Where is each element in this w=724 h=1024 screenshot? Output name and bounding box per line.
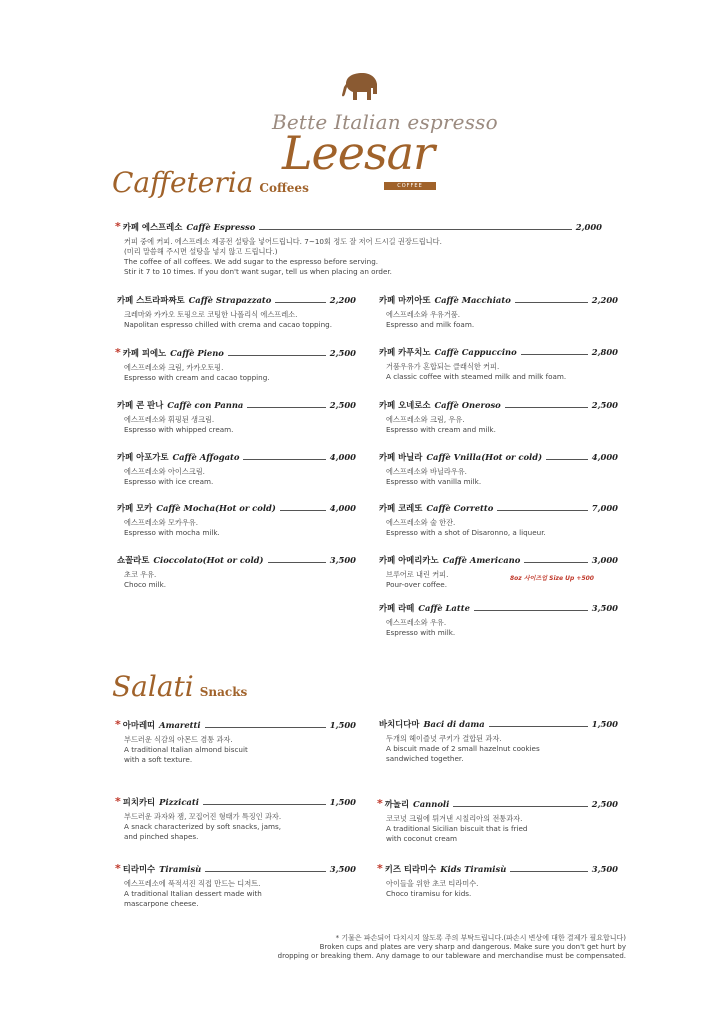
leader-line [247, 406, 325, 408]
item-price: 4,000 [329, 452, 356, 462]
star-mark: * [115, 795, 121, 808]
item-description: 에스프레소와 우유거품. Espresso and milk foam. [386, 310, 475, 329]
item-italian-name: Caffè Americano [442, 555, 521, 565]
item-italian-name: Caffè Macchiato [434, 295, 511, 305]
leader-line [505, 406, 588, 408]
menu-item-con-panna [117, 399, 356, 435]
size-up-note: 8oz 사이즈업 Size Up +500 [510, 575, 594, 582]
item-description: 코코넛 크림에 튀겨낸 시칠리아의 전통과자. A traditional Sicilian biscuit that is fried with coconut cream [386, 814, 528, 843]
leader-line [510, 870, 587, 872]
item-price: 3,000 [591, 555, 618, 565]
item-italian-name: Caffè Affogato [172, 452, 240, 462]
star-mark: * [115, 862, 121, 875]
item-price: 2,500 [591, 799, 618, 809]
leader-line [259, 228, 571, 230]
menu-item-oneroso [379, 399, 618, 435]
item-description: 에스프레소와 휘핑된 생크림. Espresso with whipped cream. [124, 415, 234, 434]
menu-item-affogato [117, 451, 356, 487]
item-italian-name: Baci di dama [423, 719, 485, 729]
item-description: 두개의 헤이즐넛 쿠키가 결합된 과자. A biscuit made of 2 small hazelnut cookies sandwiched together. [386, 734, 540, 763]
item-price: 4,000 [329, 503, 356, 513]
star-mark: * [115, 718, 121, 731]
item-price: 7,000 [591, 503, 618, 513]
item-description: 에스프레소와 아이스크림. Espresso with ice cream. [124, 467, 214, 486]
brand-sub: COFFEE [384, 182, 436, 190]
item-price: 3,500 [329, 864, 356, 874]
item-name: 피치카티 [122, 797, 156, 807]
item-italian-name: Caffè Cappuccino [434, 347, 517, 357]
item-name: 카페 마끼아또 [379, 295, 431, 305]
star-mark: * [115, 346, 121, 359]
item-name: 카페 피에노 [122, 348, 167, 358]
item-description: 에스프레소와 술 한잔. Espresso with a shot of Disaronno, a liqueur. [386, 518, 546, 537]
item-description: 에스프레소에 푹적셔진 직접 만드는 디저트. A traditional Italian dessert made with mascarpone cheese. [124, 879, 262, 908]
item-description: 에스프레소와 우유. Espresso with milk. [386, 618, 456, 637]
item-price: 2,800 [591, 347, 618, 357]
item-price: 2,500 [329, 348, 356, 358]
menu-item-pizzicati [115, 795, 356, 842]
item-name: 카페 오네로소 [379, 400, 431, 410]
item-price: 4,000 [591, 452, 618, 462]
item-name: 쇼꼴라토 [117, 555, 150, 565]
leader-line [205, 870, 326, 872]
item-price: 2,200 [591, 295, 618, 305]
item-description: 아이들을 위한 초코 티라미수. Choco tiramisu for kids. [386, 879, 479, 898]
menu-item-cioccolato [117, 554, 356, 590]
item-name: 티라미수 [122, 864, 156, 874]
item-price: 1,500 [329, 720, 356, 730]
leader-line [203, 803, 326, 805]
item-description: 거품우유가 혼합되는 클래식한 커피. A classic coffee with steamed milk and milk foam. [386, 362, 567, 381]
item-price: 3,500 [329, 555, 356, 565]
item-italian-name: Caffè Oneroso [434, 400, 501, 410]
elephant-icon [340, 70, 380, 104]
item-description: 부드러운 과자와 잼, 꼬집어진 형태가 특징인 과자. A snack characterized by soft snacks, jams, and pinched shapes. [124, 812, 282, 841]
item-description: 에스프레소와 바닐라우유. Espresso with vanilla milk. [386, 467, 482, 486]
leader-line [474, 609, 588, 611]
item-italian-name: Caffè Latte [418, 603, 470, 613]
item-italian-name: Caffè Pieno [170, 348, 224, 358]
menu-item-baci-di-dama [379, 718, 618, 764]
item-name: 카페 아메리카노 [379, 555, 439, 565]
menu-item-corretto [379, 502, 618, 538]
snacks-title-eng: Snacks [199, 685, 248, 699]
item-name: 카페 라떼 [379, 603, 415, 613]
star-mark: * [377, 862, 383, 875]
item-italian-name: Tiramisù [159, 864, 202, 874]
leader-line [497, 509, 587, 511]
coffees-section-title [112, 166, 309, 199]
item-name: 키즈 티라미수 [384, 864, 437, 874]
item-italian-name: Caffè Mocha(Hot or cold) [156, 503, 276, 513]
leader-line [268, 561, 326, 563]
item-italian-name: Caffè Espresso [186, 222, 256, 232]
item-price: 1,500 [329, 797, 356, 807]
item-italian-name: Caffè Strapazzato [188, 295, 272, 305]
item-price: 2,000 [575, 222, 602, 232]
leader-line [205, 726, 326, 728]
item-italian-name: Caffè Vnilla(Hot or cold) [426, 452, 543, 462]
menu-item-americano [379, 554, 618, 590]
coffees-title-eng: Coffees [259, 181, 309, 195]
item-description: 부드러운 식감의 아몬드 겸통 과자. A traditional Italian almond biscuit with a soft texture. [124, 735, 248, 764]
item-price: 2,500 [329, 400, 356, 410]
item-price: 1,500 [591, 719, 618, 729]
item-name: 카페 바닐라 [379, 452, 423, 462]
menu-item-latte [379, 602, 618, 638]
item-name: 바치디다마 [379, 719, 420, 729]
item-price: 3,500 [591, 864, 618, 874]
menu-item-strapazzato [117, 294, 356, 330]
item-name: 카페 스트라파짜토 [117, 295, 185, 305]
leader-line [280, 509, 326, 511]
item-italian-name: Cannoli [413, 799, 450, 809]
menu-item-cannoli [377, 797, 618, 844]
menu-item-espresso [115, 220, 602, 277]
snacks-section-title [112, 670, 247, 703]
coffees-title-script: Caffeteria [112, 166, 254, 199]
item-name: 카페 에스프레소 [122, 222, 183, 232]
menu-item-macchiato [379, 294, 618, 330]
leader-line [546, 458, 588, 460]
footer-notice: * 기물은 파손되어 다치시지 않도록 주의 부탁드립니다.(파손시 변상에 대한 결제가 필요합니다) Broken cups and plates are very sharp and dangerous. Make sure you don't get hurt by dropping or breaking them. Any damage to our tableware and merchandise must be compensated. [277, 934, 626, 960]
item-name: 카페 모카 [117, 503, 153, 513]
item-description: 커피 중에 커피. 에스프레소 제공전 설탕을 넣어드립니다. 7~10회 정도 잘 저어 드시길 권장드립니다. (미리 말씀해 주시면 설탕을 넣지 않고 드립니다.) The coffee of all coffees. We add sugar to the espresso before serving. Stir it 7 to 10 times. If you don't want sugar, tell us when placing an order. [124, 237, 442, 276]
item-name: 까놀리 [384, 799, 410, 809]
item-price: 3,500 [591, 603, 618, 613]
snacks-title-script: Salati [112, 670, 194, 703]
item-name: 카페 아포가토 [117, 452, 169, 462]
menu-item-cappuccino [379, 346, 618, 382]
item-name: 카페 카푸치노 [379, 347, 431, 357]
star-mark: * [115, 220, 121, 233]
leader-line [275, 301, 325, 303]
leader-line [243, 458, 325, 460]
item-description: 브루어로 내린 커피. Pour-over coffee. [386, 570, 449, 589]
leader-line [524, 561, 587, 563]
item-italian-name: Caffè con Panna [167, 400, 244, 410]
menu-item-kids-tiramisu [377, 862, 618, 899]
item-italian-name: Kids Tiramisù [440, 864, 507, 874]
item-price: 2,500 [591, 400, 618, 410]
item-description: 에스프레소와 크림, 카카오토핑. Espresso with cream and cacao topping. [124, 363, 270, 382]
leader-line [228, 354, 326, 356]
menu-item-amaretti [115, 718, 356, 765]
leader-line [515, 301, 588, 303]
menu-item-vanilla [379, 451, 618, 487]
item-price: 2,200 [329, 295, 356, 305]
item-italian-name: Amaretti [159, 720, 201, 730]
item-description: 에스프레소와 모카우유. Espresso with mocha milk. [124, 518, 220, 537]
item-italian-name: Pizzicati [159, 797, 199, 807]
item-name: 카페 콘 판나 [117, 400, 164, 410]
item-description: 에스프레소와 크림, 우유. Espresso with cream and milk. [386, 415, 496, 434]
leader-line [489, 725, 588, 727]
item-description: 초코 우유. Choco milk. [124, 570, 167, 589]
leader-line [453, 805, 587, 807]
menu-item-pieno [115, 346, 356, 383]
item-name: 카페 코레또 [379, 503, 423, 513]
item-name: 아마레띠 [122, 720, 156, 730]
menu-item-mocha [117, 502, 356, 538]
item-italian-name: Caffè Corretto [426, 503, 494, 513]
brand-tagline: Bette Italian espresso [272, 110, 498, 134]
item-italian-name: Cioccolato(Hot or cold) [153, 555, 264, 565]
item-description: 크레마와 카카오 토핑으로 코팅한 나폴리식 에스프레소. Napolitan espresso chilled with crema and cacao topping. [124, 310, 333, 329]
brand-name: Leesar [282, 126, 435, 180]
star-mark: * [377, 797, 383, 810]
menu-item-tiramisu [115, 862, 356, 909]
leader-line [521, 353, 588, 355]
